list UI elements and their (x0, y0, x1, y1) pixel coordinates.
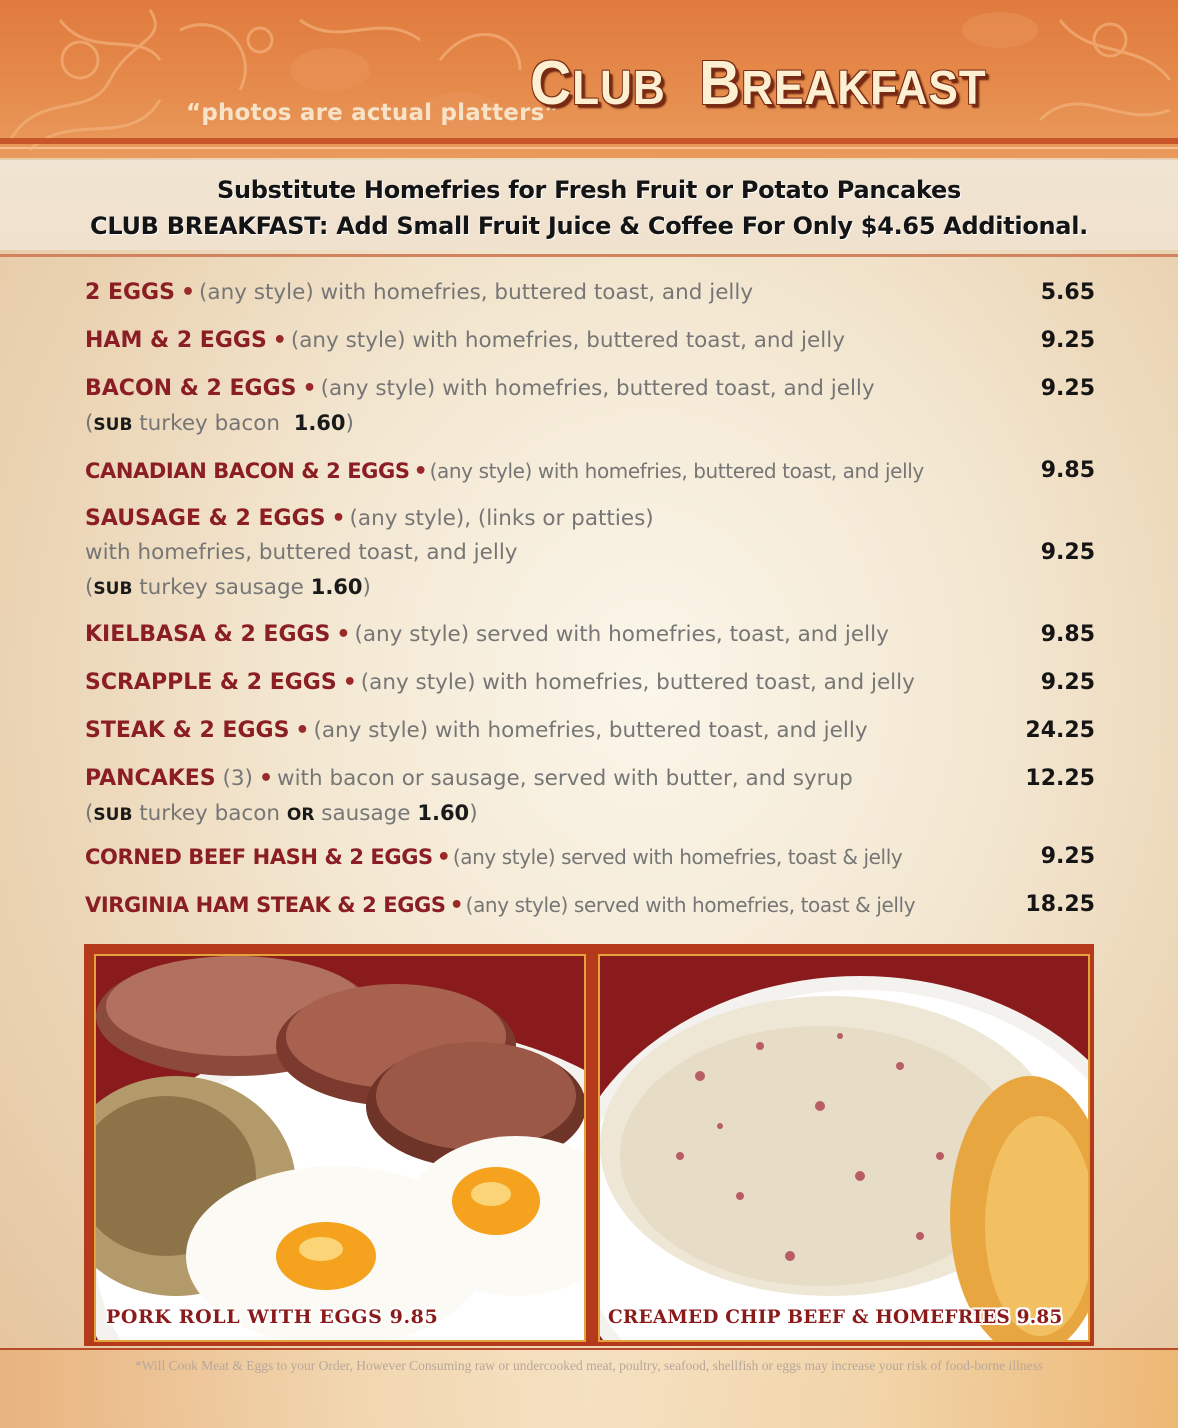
menu-item-name: PANCAKES (85, 766, 216, 791)
bullet-separator: • (342, 670, 357, 695)
substitution-note (85, 406, 1095, 440)
title-initial-b: B (699, 49, 742, 118)
menu-item-name: HAM & 2 EGGS (85, 328, 267, 353)
food-safety-disclaimer: *Will Cook Meat & Eggs to your Order, However Consuming raw or undercooked meat, poultry, seafood, shellfish or eggs may increase your risk of food-borne illness (135, 1358, 1043, 1373)
footer-divider (0, 1348, 1178, 1350)
page-title (530, 48, 987, 119)
sub-close-paren: ) (345, 411, 354, 436)
menu-item-name: VIRGINIA HAM STEAK & 2 EGGS (85, 893, 446, 917)
bullet-separator: • (331, 506, 346, 531)
menu-item-pancakes (85, 762, 1095, 830)
menu-item-name: BACON & 2 EGGS (85, 376, 297, 401)
photos-tagline: “photos are actual platters” (186, 100, 560, 126)
menu-item-line (85, 372, 1095, 406)
bullet-separator: • (413, 459, 428, 484)
menu-item-sausage-2-eggs (85, 502, 1095, 604)
bullet-separator: • (436, 845, 451, 870)
sub-keyword: SUB (93, 805, 133, 825)
sub-price: 1.60 (293, 411, 346, 435)
title-rest-club: LUB (572, 62, 666, 115)
pork-roll-plate-image (96, 956, 584, 1340)
sub-text: turkey bacon (132, 801, 287, 826)
menu-item-corned-beef-hash-2-eggs (85, 840, 1095, 874)
menu-item-2-eggs (85, 276, 1095, 310)
menu-item-virginia-ham-steak-2-eggs (85, 888, 1095, 922)
club-breakfast-notice: CLUB BREAKFAST: Add Small Fruit Juice & Coffee For Only $4.65 Additional. (90, 212, 1088, 240)
menu-item-description: (any style) with homefries, buttered toast, and jelly (313, 718, 868, 743)
menu-item-description: (any style) with homefries, buttered toast, and jelly (429, 459, 924, 483)
header-stripe (0, 138, 1178, 144)
menu-items-list (85, 276, 1095, 922)
sub-keyword: SUB (93, 579, 133, 599)
menu-item-price: 9.85 (1040, 622, 1095, 647)
sub-open-paren: ( (85, 801, 94, 826)
bullet-separator: • (272, 328, 287, 353)
menu-item-line (85, 762, 1095, 796)
bullet-separator: • (258, 766, 273, 791)
header-stripe-highlight (0, 147, 1178, 149)
sub-keyword-or: OR (286, 805, 315, 825)
menu-item-price: 9.85 (1040, 458, 1095, 483)
menu-item-line (85, 618, 1095, 652)
menu-item-ham-2-eggs (85, 324, 1095, 358)
chip-beef-photo (598, 954, 1090, 1342)
sub-open-paren: ( (85, 411, 94, 436)
sub-close-paren: ) (469, 801, 478, 826)
substitute-notice: Substitute Homefries for Fresh Fruit or Potato Pancakes (217, 176, 961, 204)
menu-item-line (85, 840, 1095, 874)
menu-item-description: (any style) served with homefries, toast, and jelly (354, 622, 889, 647)
sub-price: 1.60 (417, 801, 470, 825)
chip-beef-caption: CREAMED CHIP BEEF & HOMEFRIES 9.85 (608, 1307, 1063, 1328)
menu-item-description: (any style) with homefries, buttered toast, and jelly (360, 670, 915, 695)
sub-close-paren: ) (362, 575, 371, 600)
pork-roll-photo (94, 954, 586, 1342)
menu-item-price: 9.25 (1040, 376, 1095, 401)
menu-item-line (85, 276, 1095, 310)
menu-item-name: CANADIAN BACON & 2 EGGS (85, 459, 410, 483)
menu-item-line (85, 714, 1095, 748)
bullet-separator: • (180, 280, 196, 305)
menu-item-description: (any style) served with homefries, toast & jelly (452, 845, 903, 869)
menu-item-price: 9.25 (1040, 540, 1095, 565)
menu-item-price: 5.65 (1040, 280, 1095, 305)
menu-item-scrapple-2-eggs (85, 666, 1095, 700)
menu-item-name: STEAK & 2 EGGS (85, 718, 290, 743)
menu-item-name: SCRAPPLE & 2 EGGS (85, 670, 337, 695)
menu-item-price: 9.25 (1040, 844, 1095, 869)
menu-item-name: SAUSAGE & 2 EGGS (85, 506, 326, 531)
menu-item-quantity: (3) (215, 766, 253, 791)
menu-item-description: (any style) with homefries, buttered toast, and jelly (199, 280, 754, 305)
menu-item-line (85, 888, 1095, 922)
menu-item-price: 24.25 (1025, 718, 1095, 743)
menu-item-description: with bacon or sausage, served with butter, and syrup (277, 766, 853, 791)
notice-divider (0, 254, 1178, 257)
title-initial-c: C (530, 49, 573, 118)
menu-item-description: (any style) with homefries, buttered toast, and jelly (320, 376, 875, 401)
substitution-note (85, 570, 1095, 604)
sub-price: 1.60 (310, 575, 363, 599)
menu-item-line (85, 502, 1095, 536)
menu-item-description: (any style) served with homefries, toast & jelly (465, 893, 916, 917)
menu-item-name: CORNED BEEF HASH & 2 EGGS (85, 845, 433, 869)
title-rest-breakfast: REAKFAST (741, 62, 987, 115)
menu-item-canadian-bacon-2-eggs (85, 454, 1095, 488)
sub-keyword: SUB (93, 415, 133, 435)
bullet-separator: • (295, 718, 310, 743)
sub-text: turkey bacon (132, 411, 294, 436)
substitution-note (85, 796, 1095, 830)
menu-item-line (85, 324, 1095, 358)
menu-item-description: (any style), (links or patties) (349, 506, 654, 531)
menu-item-name: KIELBASA & 2 EGGS (85, 622, 331, 647)
menu-item-price: 9.25 (1040, 670, 1095, 695)
sub-open-paren: ( (85, 575, 94, 600)
sub-text-2: sausage (314, 801, 418, 826)
menu-item-line (85, 666, 1095, 700)
menu-item-description-cont: with homefries, buttered toast, and jelly (85, 540, 518, 565)
menu-item-description: (any style) with homefries, buttered toast, and jelly (290, 328, 845, 353)
menu-item-kielbasa-2-eggs (85, 618, 1095, 652)
chip-beef-plate-image (600, 956, 1088, 1340)
menu-item-price: 9.25 (1040, 328, 1095, 353)
bullet-separator: • (336, 622, 351, 647)
menu-item-price: 18.25 (1025, 892, 1095, 917)
photo-frame (84, 944, 1094, 1346)
menu-item-name: 2 EGGS (85, 280, 175, 305)
menu-item-steak-2-eggs (85, 714, 1095, 748)
pork-roll-caption: PORK ROLL WITH EGGS 9.85 (106, 1306, 439, 1328)
menu-item-line (85, 454, 1095, 488)
bullet-separator: • (302, 376, 317, 401)
sub-text: turkey sausage (132, 575, 311, 600)
bullet-separator: • (449, 893, 464, 918)
menu-item-price: 12.25 (1025, 766, 1095, 791)
menu-item-line-2 (85, 536, 1095, 570)
menu-item-bacon-2-eggs (85, 372, 1095, 440)
